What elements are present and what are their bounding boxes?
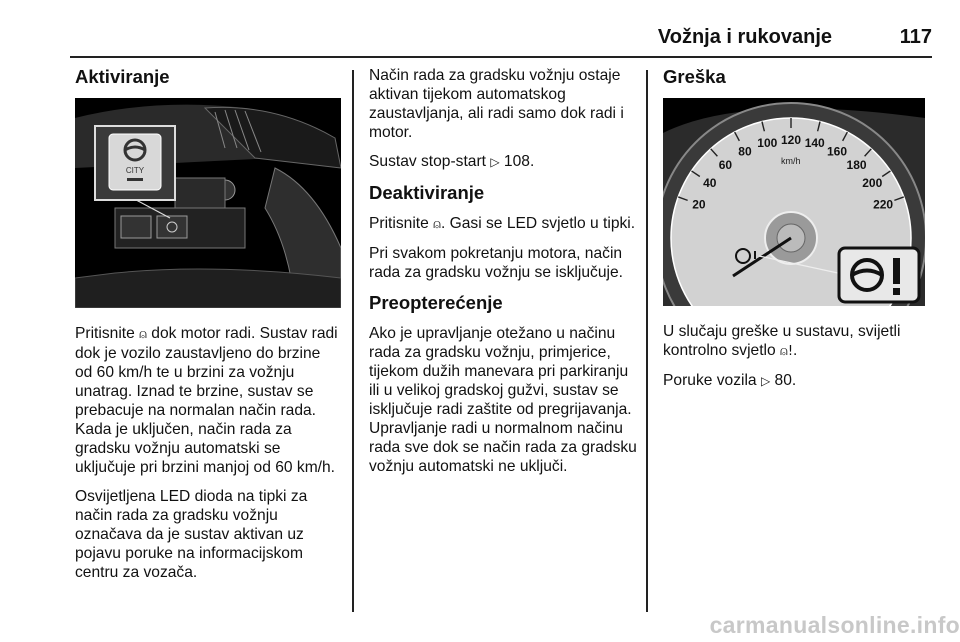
column-divider-2 — [646, 70, 648, 612]
city-mode-button-figure — [75, 98, 341, 308]
column-divider-1 — [352, 70, 354, 612]
section-heading-activation: Aktiviranje — [75, 66, 170, 87]
speedometer-figure — [663, 98, 925, 306]
text-press: Pritisnite — [75, 325, 140, 342]
paragraph-city-mode-active: Način rada za gradsku vožnju ostaje aktivan tijekom automatskog zaustavljanja, ali radi samo dok radi i motor. — [369, 67, 624, 141]
watermark: carmanualsonline.info — [709, 612, 960, 638]
page-reference-arrow-icon: ▷ — [490, 155, 500, 169]
paragraph-vehicle-messages — [663, 371, 929, 391]
page-number: 117 — [899, 26, 932, 48]
text-activation-body: dok motor radi. Sustav radi dok je vozilo zaustavljeno do brzine od 60 km/h te u brzini za vožnju unatrag. Iznad te brzine, sustav se prebacuje na normalan način rada. Kada je uključen, način rada za gradsku vožnju automatski se uključuje pri brzini manjoj od 60 km/h. — [75, 325, 338, 476]
gauge-tick-label: 80 — [738, 144, 752, 159]
gauge-unit: km/h — [781, 156, 801, 166]
page-reference-link[interactable]: 108. — [503, 153, 535, 170]
section-heading-deactivation: Deaktiviranje — [369, 182, 485, 203]
city-label: CITY — [125, 166, 145, 175]
steering-wheel-icon: ⍝ — [139, 327, 147, 342]
text-deactivation-body: . Gasi se LED svjetlo u tipki. — [440, 215, 636, 232]
text-period: . — [793, 342, 798, 359]
gauge-tick-label: 140 — [804, 135, 825, 150]
gauge-tick-label: 40 — [703, 176, 717, 191]
gauge-tick-label: 200 — [862, 176, 883, 191]
steering-wheel-icon: ⍝ — [433, 217, 441, 232]
column-1 — [75, 66, 341, 592]
gauge-tick-label: 220 — [873, 197, 894, 212]
text-fault-body: U slučaju greške u sustavu, svijetli kontrolno svjetlo — [663, 323, 901, 359]
gauge-tick-label: 100 — [757, 135, 778, 150]
paragraph-overload: Ako je upravljanje otežano u načinu rada za gradsku vožnju, primjerice, tijekom dužih manevara pri parkiranju ili u velikoj gradskoj gužvi, sustav se isključuje radi zaštite od pregrijavanja. Upravljanje radi u normalnom načinu rada sve dok se način rada za gradsku vožnju automatski ne uključi. — [369, 325, 637, 475]
gauge-tick-label: 20 — [692, 197, 706, 212]
gauge-tick-label: 160 — [826, 144, 848, 159]
gauge-tick-label: 180 — [846, 158, 867, 173]
steering-wheel-warning-icon: ⍝! — [780, 344, 794, 359]
section-heading-fault: Greška — [663, 66, 726, 87]
page-header-title: Vožnja i rukovanje — [657, 26, 832, 48]
text-press: Pritisnite — [369, 215, 434, 232]
paragraph-activation-2: Osvijetljena LED dioda na tipki za način rada za gradsku vožnju označava da je sustav aktivan uz pojavu poruke na informacijskom centru za vozača. — [75, 488, 308, 581]
text-vehicle-messages: Poruke vozila — [663, 372, 761, 389]
paragraph-stop-start-ref — [369, 152, 641, 172]
header-rule — [70, 56, 932, 58]
paragraph-engine-start: Pri svakom pokretanju motora, način rada za gradsku vožnju se isključuje. — [369, 245, 623, 281]
text-stop-start: Sustav stop-start — [369, 153, 491, 170]
page-reference-arrow-icon: ▷ — [760, 374, 771, 388]
column-3 — [663, 66, 929, 401]
gauge-tick-label: 60 — [718, 158, 733, 173]
column-2 — [369, 66, 641, 486]
paragraph-deactivation — [369, 214, 641, 234]
section-heading-overload: Preopterećenje — [369, 292, 503, 313]
page-reference-link[interactable]: 80. — [774, 372, 797, 389]
gauge-tick-label: 120 — [780, 133, 802, 147]
paragraph-activation-1 — [75, 324, 341, 477]
paragraph-fault — [663, 322, 929, 361]
